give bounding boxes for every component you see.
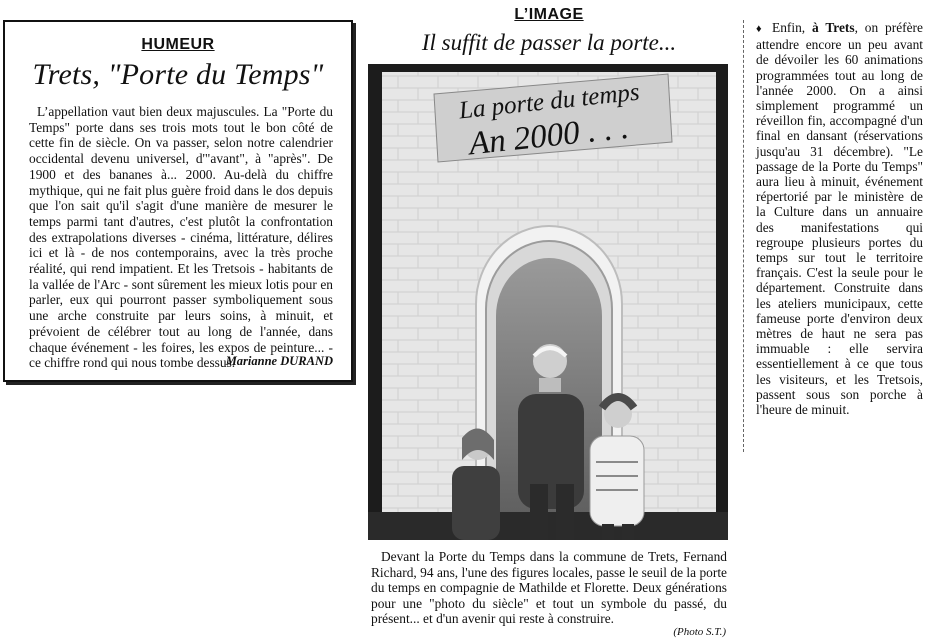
- sidebar-place: à Trets: [812, 20, 855, 35]
- humeur-signature: Marianne DURAND: [225, 354, 333, 368]
- humeur-title: Trets, "Porte du Temps": [32, 58, 324, 91]
- humeur-box: [3, 20, 353, 382]
- diamond-bullet-icon: ♦: [756, 23, 766, 35]
- photo-porte-du-temps: [368, 64, 728, 540]
- image-section: [368, 0, 730, 637]
- sidebar-lead: Enfin,: [772, 20, 806, 35]
- image-headline: Il suffit de passer la porte...: [421, 30, 677, 55]
- image-kicker: L’IMAGE: [514, 6, 584, 23]
- sign-text-line1: La porte du temps: [457, 78, 641, 125]
- sidebar-brief: [743, 20, 923, 452]
- humeur-body: L’appellation vaut bien deux majuscules. La "Porte du Temps" porte dans ses trois mots tout le bon côté de cette fin de siècle. On va passer, selon notre calendrier occidental devenu universel, d'"avant", à "après". De 1900 et des bananes à... 2000. Au-delà du chiffre mythique, qui ne fait plus guère froid dans le dos depuis que l'on sait qu'il s'agit d'une manière de mesurer le temps parmi tant d'autres, c'est plutôt la confrontation des extrapolations diverses - cinéma, littérature, délires ici et là - de nos contemporains, avec la très proche réalité, qui rend impatient. Et les Tretsois - habitants de la vallée de l'Arc - sont sûrement les mieux lotis pour en parler, eux qui pourront passer symboliquement sous une arche construite par leurs soins, à minuit, et prévoient de célébrer tout au long de l'année, dans chaque événement - les foires, les expos de peinture... - ce chiffre rond qui nous tombe dessus.: [29, 104, 333, 371]
- photo-credit: (Photo S.T.): [673, 626, 726, 638]
- sign-text-line2: An 2000 . . .: [467, 109, 631, 163]
- photo-caption: Devant la Porte du Temps dans la commune de Trets, Fernand Richard, 94 ans, l'une des figures locales, passe le seuil de la porte du temps en compagnie de Mathilde et Florette. Deux générations pour une "photo du siècle" et tout un symbole du passé, du présent... et d'un avenir qui reste à construire.: [371, 549, 727, 627]
- humeur-kicker: HUMEUR: [141, 36, 215, 53]
- sidebar-body: , on préfère attendre encore un peu avant de dévoiler les 60 animations programmées tout au long de l'année 2000. On a ainsi simplement programmé un réveillon fin, accompagné d'un final en dansant (réservations jusqu'au 31 décembre). "Le passage de la Porte du Temps" aura lieu à minuit, événement répertorié par le ministère de la Culture dans un annuaire des manifestations qui regroupe plusieurs portes du temps sur tout le territoire français. C'est la seule pour le département. Construite dans les ateliers municipaux, cette fameuse porte d'environ deux mètres de haut ne sera pas immuable : elle servira essentiellement à ce que tous les visiteurs, et les Tretsois, passent sous son porche à l'heure de minuit.: [756, 20, 923, 418]
- sidebar-text: [756, 20, 923, 417]
